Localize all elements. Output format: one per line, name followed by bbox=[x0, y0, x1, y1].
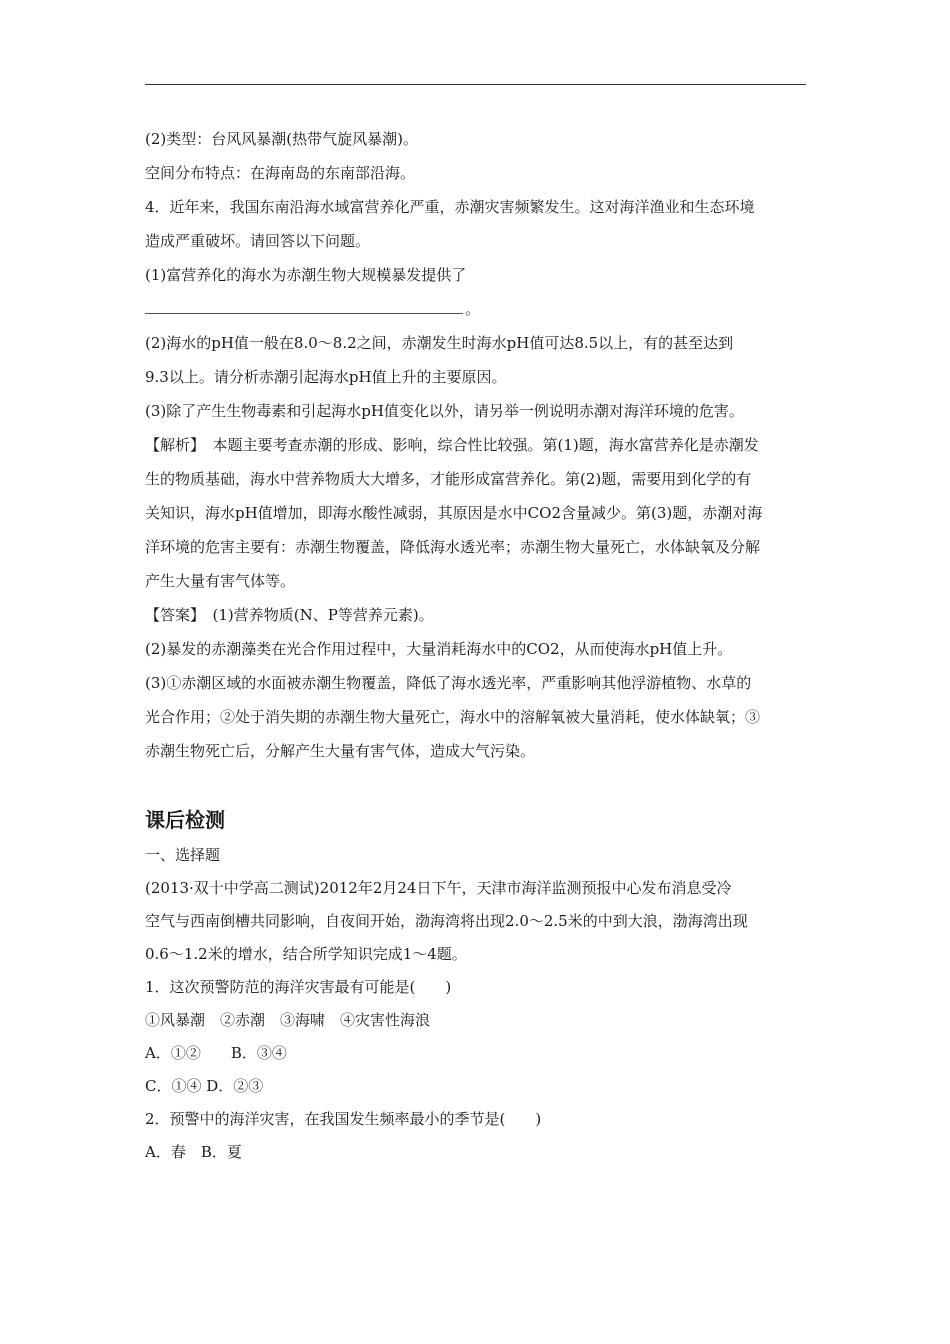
question-1: 1．这次预警防范的海洋灾害最有可能是( ) bbox=[145, 978, 452, 996]
text-line: 关知识，海水pH值增加，即海水酸性减弱，其原因是水中CO2含量减少。第(3)题，赤潮对海 bbox=[145, 504, 763, 522]
question-1-options-ab: A．①② B．③④ bbox=[145, 1044, 287, 1062]
analysis-paragraph: 【解析】 本题主要考查赤潮的形成、影响，综合性比较强。第(1)题，海水富营养化是赤潮发 bbox=[145, 436, 759, 454]
sub-question-2: (2)海水的pH值一般在8.0～8.2之间，赤潮发生时海水pH值可达8.5以上，有的甚至达到 bbox=[145, 334, 734, 352]
header-rule bbox=[145, 84, 806, 85]
text-line: 9.3以上。请分析赤潮引起海水pH值上升的主要原因。 bbox=[145, 368, 507, 386]
answer-heading: 【答案】 (1)营养物质(N、P等营养元素)。 bbox=[145, 606, 434, 624]
text-line: 洋环境的危害主要有：赤潮生物覆盖，降低海水透光率；赤潮生物大量死亡，水体缺氧及分解 bbox=[145, 538, 761, 556]
answer-blank-line bbox=[145, 292, 810, 326]
text-line: 产生大量有害气体等。 bbox=[145, 572, 296, 590]
blank-period: 。 bbox=[465, 300, 481, 318]
text-line: 造成严重破坏。请回答以下问题。 bbox=[145, 232, 371, 250]
text-line: 生的物质基础，海水中营养物质大大增多，才能形成富营养化。第(2)题，需要用到化学的有 bbox=[145, 470, 752, 488]
text-line: (2)类型：台风风暴潮(热带气旋风暴潮)。 bbox=[145, 130, 418, 148]
question-1-options-cd: C．①④ D．②③ bbox=[145, 1077, 264, 1095]
document-body bbox=[145, 122, 810, 1169]
sub-question-3: (3)除了产生生物毒素和引起海水pH值变化以外，请另举一例说明赤潮对海洋环境的危害。 bbox=[145, 402, 744, 420]
subsection-heading: 一、选择题 bbox=[145, 846, 221, 864]
text-line: 光合作用；②处于消失期的赤潮生物大量死亡，海水中的溶解氧被大量消耗，使水体缺氧；③ bbox=[145, 708, 761, 726]
answer-3: (3)①赤潮区域的水面被赤潮生物覆盖，降低了海水透光率，严重影响其他浮游植物、水草的 bbox=[145, 674, 752, 692]
passage-line: 空气与西南倒槽共同影响，自夜间开始，渤海湾将出现2.0～2.5米的中到大浪，渤海湾出现 bbox=[145, 912, 748, 930]
question-2-options: A．春 B．夏 bbox=[145, 1143, 242, 1161]
question-2: 2．预警中的海洋灾害，在我国发生频率最小的季节是( ) bbox=[145, 1110, 542, 1128]
fill-in-blank bbox=[145, 295, 463, 314]
section-title: 课后检测 bbox=[145, 808, 225, 832]
answer-2: (2)暴发的赤潮藻类在光合作用过程中，大量消耗海水中的CO2，从而使海水pH值上升。 bbox=[145, 640, 733, 658]
question-4-stem: 4．近年来，我国东南沿海水域富营养化严重，赤潮灾害频繁发生。这对海洋渔业和生态环境 bbox=[145, 198, 755, 216]
text-line: 赤潮生物死亡后，分解产生大量有害气体，造成大气污染。 bbox=[145, 742, 536, 760]
text-line: 空间分布特点：在海南岛的东南部沿海。 bbox=[145, 164, 416, 182]
question-1-items: ①风暴潮 ②赤潮 ③海啸 ④灾害性海浪 bbox=[145, 1011, 431, 1029]
sub-question-1: (1)富营养化的海水为赤潮生物大规模暴发提供了 bbox=[145, 266, 467, 284]
passage-line: 0.6～1.2米的增水，结合所学知识完成1～4题。 bbox=[145, 945, 467, 963]
passage-line: (2013·双十中学高二测试)2012年2月24日下午，天津市海洋监测预报中心发布消息受冷 bbox=[145, 879, 732, 897]
